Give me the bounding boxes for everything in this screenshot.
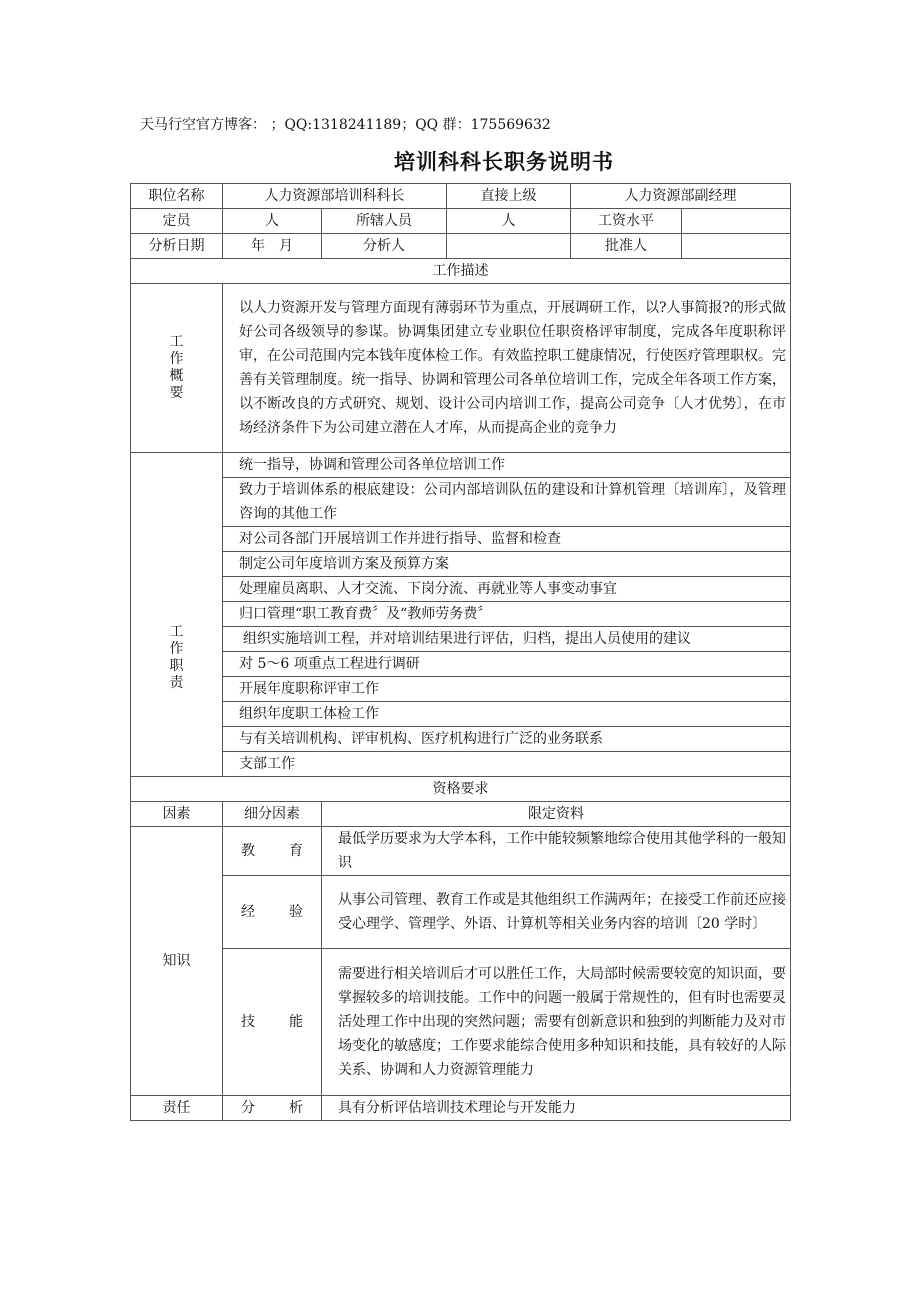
duty-item [223, 702, 791, 727]
duty-row [131, 577, 791, 602]
subordinates-value: 人 [447, 209, 571, 234]
qualifications-title: 资格要求 [131, 777, 791, 802]
work-description-title: 工作描述 [131, 259, 791, 284]
col-factor: 因素 [131, 802, 223, 827]
subfactor-skills [223, 949, 322, 1096]
content-text: 最低学历要求为大学本科，工作中能较频繁地综合使用其他学科的一般知识 [338, 831, 787, 871]
knowledge-label: 知识 [131, 827, 223, 1096]
duty-item [223, 652, 791, 677]
duty-item [223, 453, 791, 478]
col-content: 限定资料 [322, 802, 791, 827]
work-summary-label [131, 284, 223, 453]
duty-text: 开展年度职称评审工作 [239, 681, 379, 697]
duty-row [131, 652, 791, 677]
subfactor-education [223, 827, 322, 876]
date-value: 年 月 [223, 234, 322, 259]
position-value: 人力资源部培训科科长 [223, 184, 447, 209]
duty-row [131, 702, 791, 727]
qualification-row-experience [131, 876, 791, 949]
label-char: 职 [169, 657, 184, 674]
label-char: 作 [169, 640, 184, 657]
approver-label: 批准人 [571, 234, 682, 259]
duty-item [223, 752, 791, 777]
duty-text: 处理雇员离职、人才交流、下岗分流、再就业等人事变动事宜 [239, 581, 617, 597]
row-analysis-date [131, 234, 791, 259]
qualification-row-skills [131, 949, 791, 1096]
duty-row [131, 727, 791, 752]
duty-row [131, 527, 791, 552]
duty-item [223, 577, 791, 602]
duty-row [131, 552, 791, 577]
row-qualifications-header [131, 802, 791, 827]
document-title: 培训科科长职务说明书 [394, 150, 614, 174]
duty-text: 归口管理“职工教育费〞及“教师劳务费〞 [239, 606, 492, 622]
subfactor-char: 分 [241, 1100, 255, 1116]
row-position [131, 184, 791, 209]
subfactor-experience [223, 876, 322, 949]
duty-text: 对 5～6 项重点工程进行调研 [239, 656, 420, 672]
subfactor-char: 验 [289, 904, 303, 920]
headcount-value: 人 [223, 209, 322, 234]
duty-row [131, 453, 791, 478]
subfactor-char: 教 [241, 843, 255, 859]
row-work-description-title [131, 259, 791, 284]
header-contact-line: 天马行空官方博客： ；QQ:1318241189；QQ 群：175569632 [140, 117, 551, 133]
duty-text: 与有关培训机构、评审机构、医疗机构进行广泛的业务联系 [239, 731, 603, 747]
salary-label: 工资水平 [571, 209, 682, 234]
label-char: 概 [169, 368, 184, 384]
duty-row [131, 677, 791, 702]
content-analysis [322, 1096, 791, 1121]
responsibility-label: 责任 [131, 1096, 223, 1121]
duty-item [223, 677, 791, 702]
content-education [322, 827, 791, 876]
label-char: 工 [169, 334, 184, 350]
job-description-table [130, 183, 791, 1121]
qualification-row-responsibility [131, 1096, 791, 1121]
duty-text: 致力于培训体系的根底建设：公司内部培训队伍的建设和计算机管理〔培训库〕，及管理咨询的其他工作 [239, 482, 787, 522]
subfactor-analysis [223, 1096, 322, 1121]
duty-text: 制定公司年度培训方案及预算方案 [239, 556, 449, 572]
work-summary-paragraph: 以人力资源开发与管理方面现有薄弱环节为重点，开展调研工作，以?人事简报?的形式做好公司各级领导的参谋。协调集团建立专业职位任职资格评审制度，完成各年度职称评审，在公司范围内完本钱年度体检工作。有效监控职工健康情况，行使医疗管理职权。完善有关管理制度。统一指导、协调和管理公司各单位培训工作，完成全年各项工作方案，以不断改良的方式研究、规划、设计公司内培训工作，提高公司竞争〔人才优势〕，在市场经济条件下为公司建立潜在人才库，从而提高企业的竞争力 [239, 300, 787, 436]
work-duties-label [131, 453, 223, 777]
duty-item [223, 727, 791, 752]
work-summary-text [223, 284, 791, 453]
subfactor-char: 能 [289, 1014, 303, 1030]
subfactor-char: 育 [289, 843, 303, 859]
superior-label: 直接上级 [447, 184, 571, 209]
duty-item [223, 478, 791, 527]
duty-text: 组织年度职工体检工作 [239, 706, 379, 722]
duty-text: 组织实施培训工程，并对培训结果进行评估，归档，提出人员使用的建议 [243, 631, 691, 647]
approver-value [682, 234, 791, 259]
row-qualifications-title [131, 777, 791, 802]
label-char: 责 [169, 674, 184, 691]
subordinates-label: 所辖人员 [322, 209, 447, 234]
duty-row [131, 752, 791, 777]
subfactor-char: 经 [241, 904, 255, 920]
duty-item [223, 602, 791, 627]
duty-item [223, 627, 791, 652]
headcount-label: 定员 [131, 209, 223, 234]
subfactor-char: 技 [241, 1014, 255, 1030]
duty-text: 支部工作 [239, 756, 295, 772]
row-headcount [131, 209, 791, 234]
label-char: 要 [169, 385, 184, 401]
content-text: 具有分析评估培训技术理论与开发能力 [338, 1100, 576, 1116]
col-subfactor: 细分因素 [223, 802, 322, 827]
content-text: 需要进行相关培训后才可以胜任工作，大局部时候需要较宽的知识面，要掌握较多的培训技能。工作中的问题一般属于常规性的，但有时也需要灵活处理工作中出现的突然问题；需要有创新意识和独到的判断能力及对市场变化的敏感度；工作要求能综合使用多种知识和技能，具有较好的人际关系、协调和人力资源管理能力 [338, 966, 787, 1078]
salary-value [682, 209, 791, 234]
superior-value: 人力资源部副经理 [571, 184, 791, 209]
duty-text: 对公司各部门开展培训工作并进行指导、监督和检查 [239, 531, 561, 547]
duty-row [131, 478, 791, 527]
date-label: 分析日期 [131, 234, 223, 259]
duty-text: 统一指导，协调和管理公司各单位培训工作 [239, 457, 505, 473]
position-label: 职位名称 [131, 184, 223, 209]
content-experience [322, 876, 791, 949]
duty-row [131, 602, 791, 627]
qualification-row-education [131, 827, 791, 876]
content-text: 从事公司管理、教育工作或是其他组织工作满两年；在接受工作前还应接受心理学、管理学、外语、计算机等相关业务内容的培训〔20 学时〕 [338, 892, 787, 932]
label-char: 作 [169, 351, 184, 367]
subfactor-char: 析 [289, 1100, 303, 1116]
duty-row [131, 627, 791, 652]
duty-item [223, 527, 791, 552]
content-skills [322, 949, 791, 1096]
row-work-summary [131, 284, 791, 453]
label-char: 工 [169, 623, 184, 640]
duty-item [223, 552, 791, 577]
analyst-value [447, 234, 571, 259]
analyst-label: 分析人 [322, 234, 447, 259]
